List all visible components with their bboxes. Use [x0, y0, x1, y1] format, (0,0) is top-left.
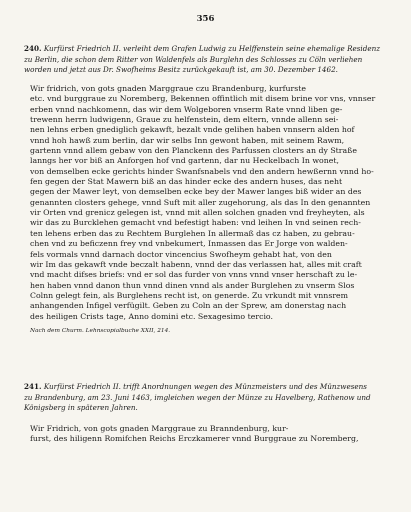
body-line: vnd macht difses briefs: vnd er sol das furder von vnns vnnd vnser herschaft zu le- — [30, 270, 358, 280]
heading-line: worden und jetzt aus Dr. Swofheims Besitz zurückgekauft ist, am 30. Dezember 1462. — [24, 65, 338, 75]
body-line: Wir Fridrich, von gots gnaden Marggraue zu Branndenburg, kur- — [30, 424, 289, 433]
body-line: fels vormals vnnd darnach doctor vincencius Swofheym gehabt hat, von den — [30, 249, 332, 259]
body-line: fen gegen der Stat Mawern biß an das hinder ecke des andern huses, das neht — [30, 177, 343, 187]
body-line: vnnd hoh hawß zum berlin, dar wir selbs Inn gewont haben, mit seinem Rawm, — [30, 135, 345, 145]
heading-line: 241. Kurfürst Friedrich II. trifft Anordnungen wegen des Münzmeisters und des Münzwesens — [24, 382, 367, 391]
document-number: 241. — [24, 382, 42, 391]
body-line: genannten closters gehege, vnnd Suft mit aller zugehorung, als das In den genannten — [30, 197, 371, 207]
body-line: wir das zu Burcklehen gemacht vnd befestigt haben: vnd leihen In vnd seinen rech- — [30, 218, 361, 228]
body-line: hen haben vnnd danon thun vnnd dinen vnnd als ander Burglehen zu vnserm Slos — [30, 280, 355, 290]
body-line: erben vnnd nachkomenn, das wir dem Wolgeboren vnserm Rate vnnd liben ge- — [30, 104, 343, 114]
heading-line: Königsberg in späteren Jahren. — [24, 403, 138, 413]
heading-line: zu Brandenburg, am 23. Juni 1463, imgleichen wegen der Münze zu Havelberg, Rathenow und — [24, 392, 371, 402]
document-241-body — [30, 424, 388, 445]
document-number: 240. — [24, 44, 42, 53]
body-line: gegen der Mawer leyt, von demselben ecke bey der Mawer langes biß wider an des — [30, 187, 362, 197]
body-line: chen vnd zu beficzenn frey vnd vnbekumert, Inmassen das Er Jorge von walden- — [30, 239, 348, 249]
body-line: Wir fridrich, von gots gnaden Marggraue czu Brandenburg, kurfurste — [30, 84, 307, 93]
source-note: Nach dem Churm. Lehnscopialbuche XXII, 214. — [30, 328, 171, 334]
body-line: vir Orten vnd grenicz gelegen ist, vnnd mit allen solchen gnaden vnd freyheyten, als — [30, 208, 365, 218]
body-line: gartenn vnnd allem gebaw von den Planckenn des Parfussen closters an dy Straße — [30, 146, 357, 156]
body-line: von demselben ecke gerichts hinder Swanfsnabels vnd den andern hewßernn vnnd ho- — [30, 166, 374, 176]
body-line: trewenn herrn ludwigenn, Graue zu helfenstein, dem eltern, vnnde allenn sei- — [30, 115, 339, 125]
body-line: nen lehns erben gnediglich gekawft, bezalt vnde gelihen haben vnnsern alden hof — [30, 125, 355, 135]
page-number: 356 — [196, 14, 215, 24]
heading-line: zu Berlin, die schon dem Ritter von Waldenfels als Burglehn des Schlosses zu Cöln verliehen — [24, 54, 363, 64]
body-line: des heiligen Crists tage, Anno domini etc. Sexagesimo tercio. — [30, 311, 273, 321]
body-line: etc. vnd burggraue zu Noremberg, Bekennen offintlich mit disem brine vor vns, vnnser — [30, 94, 376, 104]
body-line: anhangenden Infigel verfügilt. Geben zu Coln an der Sprew, am donerstag nach — [30, 301, 347, 311]
document-241-heading — [24, 382, 390, 414]
document-240-heading — [24, 44, 390, 76]
heading-line: 240. Kurfürst Friedrich II. verleiht dem Grafen Ludwig zu Helffenstein seine ehemalige Residenz — [24, 44, 381, 53]
body-line: ten lehens erben das zu Rechtem Burglehen In allermaß das cz haben, zu gebrau- — [30, 228, 355, 238]
body-line: lanngs her vor biß an Anforgen hof vnd gartenn, dar nu Heckelbach In wonet, — [30, 156, 339, 166]
body-line: Colnn gelegt fein, als Burglehens recht ist, on generde. Zu vrkundt mit vnnsrem — [30, 290, 349, 300]
document-240-body — [30, 84, 388, 322]
body-line: furst, des hiligenn Romifchen Reichs Erczkamerer vnnd Burggraue zu Noremberg, — [30, 434, 359, 444]
section-gap — [24, 365, 387, 366]
body-line: wir Im das gekawft vnde beczalt habenn, vnnd der das verlassen hat, alles mit craft — [30, 259, 362, 269]
